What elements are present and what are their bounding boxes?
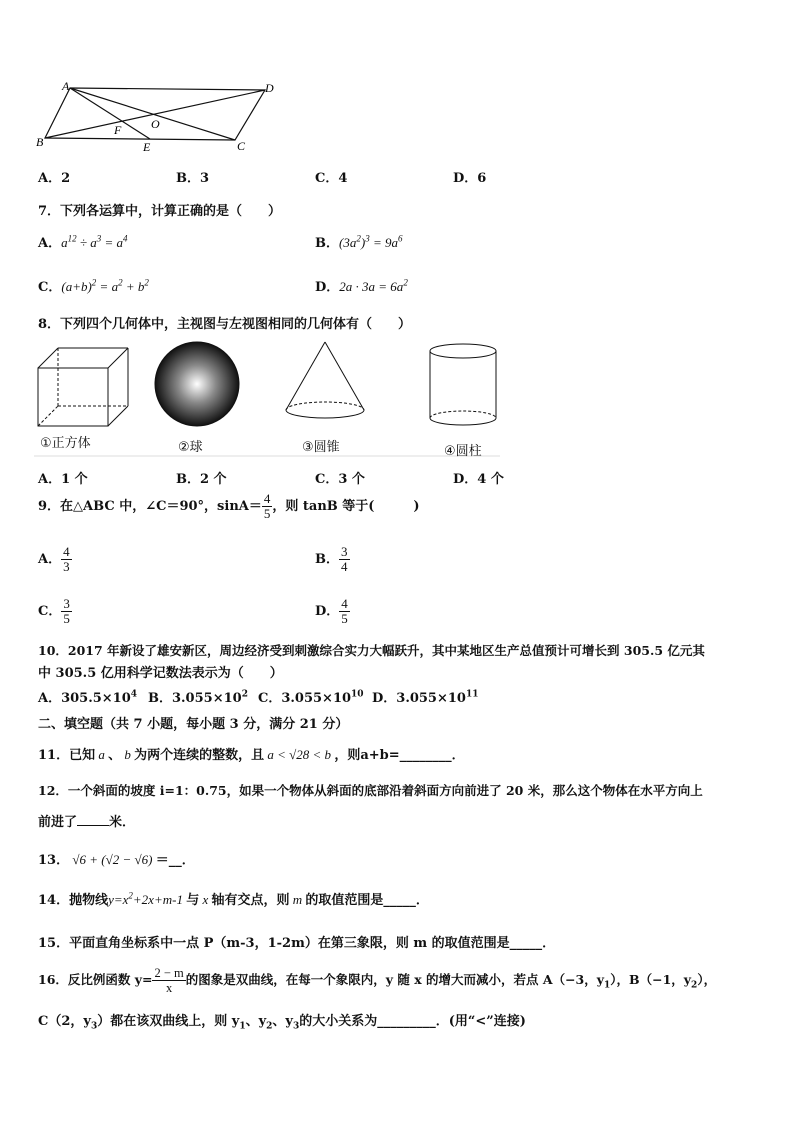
parallelogram-figure [30,78,290,158]
q16-line1: 16．反比例函数 y= $\frac{2 - m}{x}$ 的图象是双曲线，在每一个象限内，y 随 x 的增大而减小，若点 A（−3，$y_1$），B（−1，$y_2$）， [38,966,717,995]
q8-stem: 8．下列四个几何体中，主视图与左视图相同的几何体有（ ） [38,317,412,332]
shape-label-cylinder: ④圆柱 [444,444,482,459]
q6-option-d: D．6 [453,171,487,186]
solids-figure [30,338,510,460]
shape-label-sphere: ②球 [178,440,203,455]
q15: 15．平面直角坐标系中一点 P（m-3，1-2m）在第三象限，则 m 的取值范围是_____． [38,936,556,951]
q10-option-a: A．$305.5\times 10^4$ [38,689,138,706]
q9-option-b: B． $\frac{3}{4}$ [315,544,348,574]
q16-line2: C（2，$y_3$）都在该双曲线上，则 $y_1$、$y_2$、$y_3$的大小关系为_________．(用“<”连接) [38,1014,526,1032]
q6-option-a: A．2 [38,171,71,186]
shape-label-cube: ①正方体 [40,436,91,451]
q7-option-a: A．$a^{12} \div a^3 = a^4$ [38,233,128,251]
label-B: B [36,135,44,149]
q11: 11．已知 a 、 b 为两个连续的整数，且 a < √28 < b ，则a+b=________． [38,747,465,763]
q7-option-d: D．$2a \cdot 3a = 6a^2$ [315,277,408,295]
q9-option-d: D． $\frac{4}{5}$ [315,596,348,626]
label-C: C [237,139,246,153]
q9-option-a: A． $\frac{4}{3}$ [38,544,70,574]
q13: 13． √6 + (√2 − √6) ＝__． [38,852,195,868]
q12-line2: 前进了 米． [38,815,136,830]
q6-option-b: B．3 [176,171,210,186]
label-F: F [114,123,122,137]
q10-option-c: C．$3.055\times 10^{10}$ [258,689,364,706]
q10-line1: 10．2017 年新设了雄安新区，周边经济受到刺激综合实力大幅跃升，其中某地区生产总值预计可增长到 305.5 亿元其 [38,643,705,658]
q8-option-d: D．4 个 [453,472,504,487]
q9-stem: 9．在△ABC 中，∠C＝90°，sinA＝ $\frac{4}{5}$ ，则 tanB 等于( ) [38,491,420,521]
q7-stem: 7．下列各运算中，计算正确的是（ ） [38,204,282,219]
section-2-title: 二、填空题（共 7 小题，每小题 3 分，满分 21 分） [38,717,349,732]
label-D: D [265,81,274,95]
q10-option-d: D．$3.055\times 10^{11}$ [372,689,479,706]
q10-option-b: B．$3.055\times 10^2$ [148,689,248,706]
q8-option-a: A．1 个 [38,472,88,487]
label-O: O [151,117,160,131]
q8-option-c: C．3 个 [315,472,365,487]
q8-option-b: B．2 个 [176,472,227,487]
q9-option-c: C． $\frac{3}{5}$ [38,596,70,626]
q7-option-c: C．$(a+b)^2 = a^2 + b^2$ [38,277,149,295]
shape-label-cone: ③圆锥 [302,440,340,455]
q14: 14．抛物线$y=x^2+2x+m-1$ 与 x 轴有交点，则 m 的取值范围是_____． [38,890,429,908]
label-E: E [143,140,151,154]
q12-line1: 12．一个斜面的坡度 i=1：0.75，如果一个物体从斜面的底部沿着斜面方向前进了 20 米，那么这个物体在水平方向上 [38,783,703,798]
q10-line2: 中 305.5 亿用科学记数法表示为（ ） [38,666,283,681]
label-A: A [62,79,70,93]
q6-option-c: C．4 [315,171,348,186]
sin-fraction: $\frac{4}{5}$ [263,491,271,521]
q7-option-b: B．$(3a^2)^3 = 9a^6$ [315,233,403,251]
